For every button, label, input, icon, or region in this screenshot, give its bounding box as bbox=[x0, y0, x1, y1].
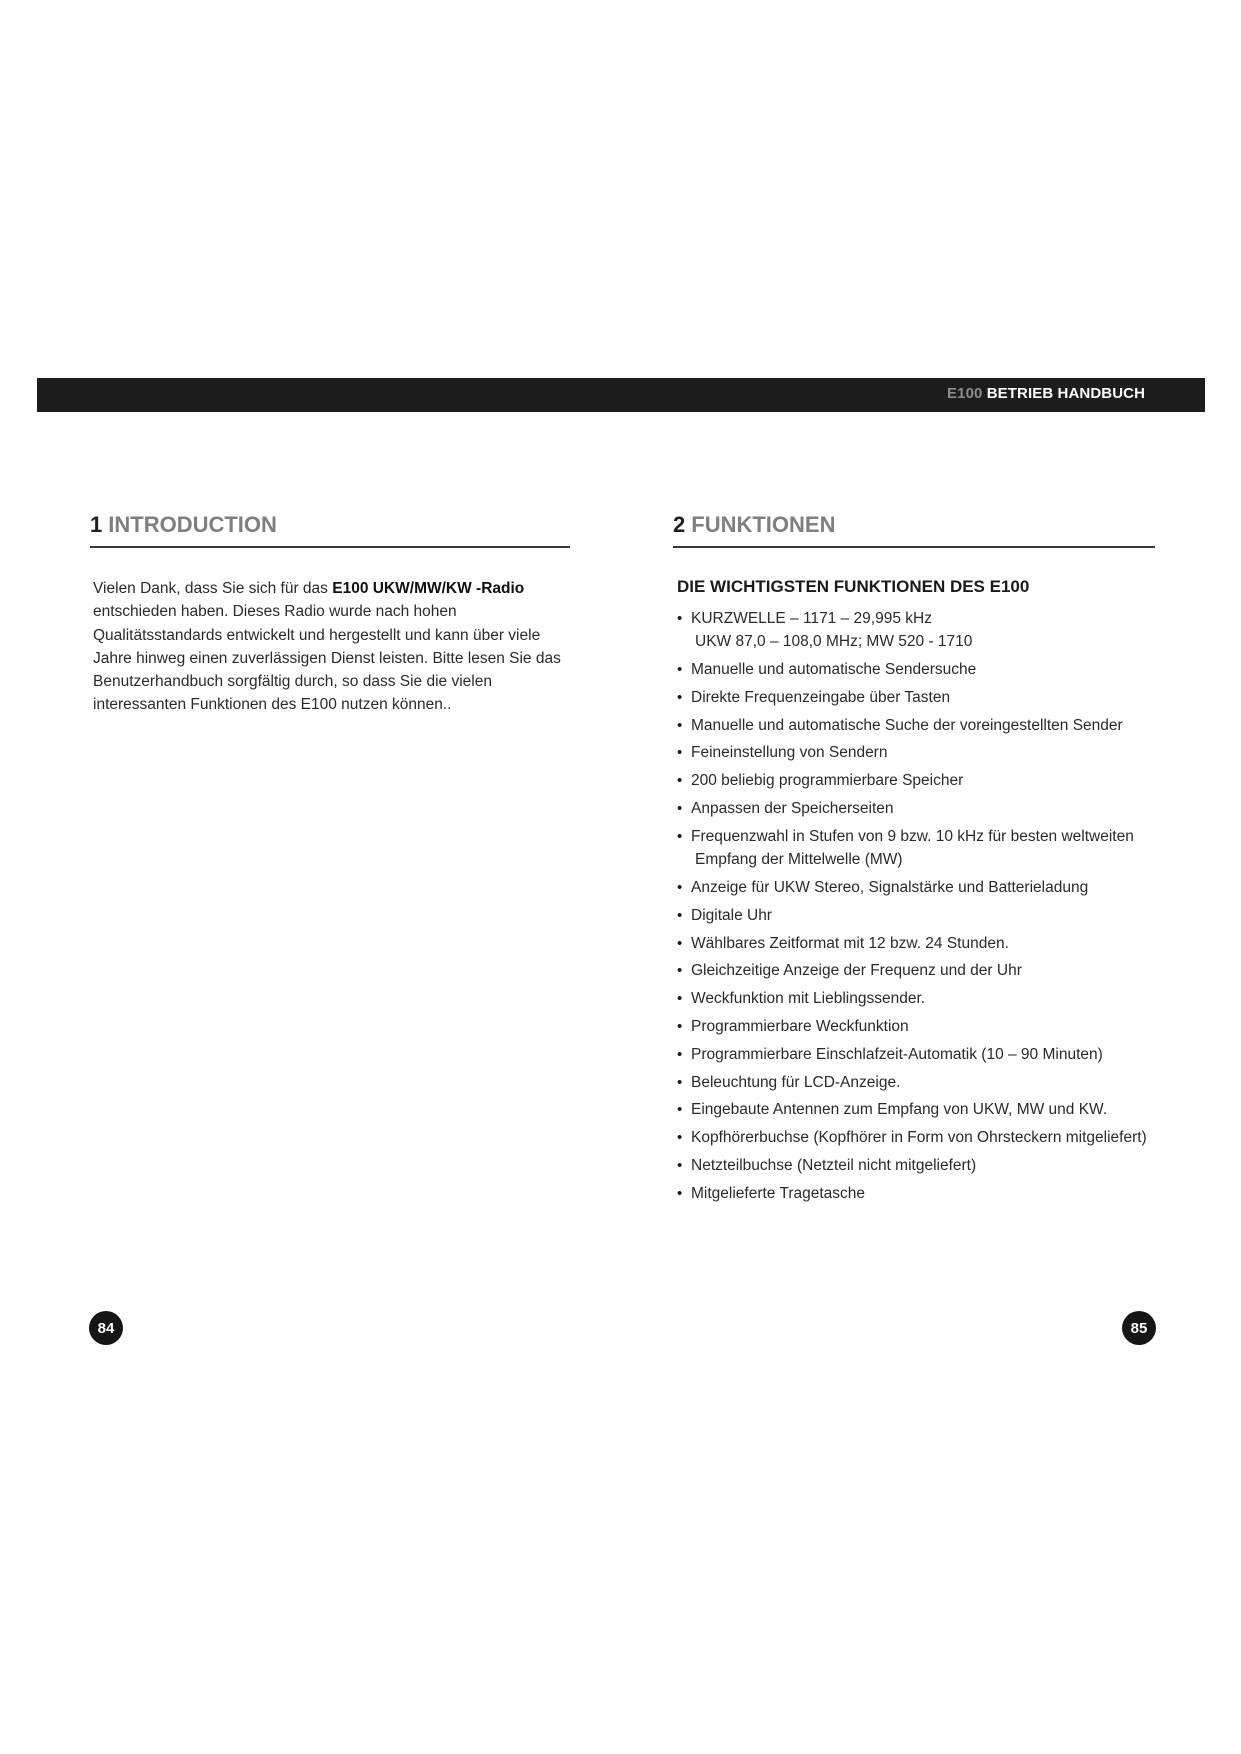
intro-paragraph bbox=[93, 577, 568, 717]
feature-item bbox=[677, 658, 1157, 681]
feature-item bbox=[677, 1098, 1157, 1121]
bullet-icon: • bbox=[677, 962, 683, 980]
feature-item bbox=[677, 1071, 1157, 1094]
feature-text: Eingebaute Antennen zum Empfang von UKW, MW und KW. bbox=[691, 1101, 1108, 1119]
feature-text: Gleichzeitige Anzeige der Frequenz und der Uhr bbox=[691, 962, 1022, 980]
feature-item bbox=[677, 876, 1157, 899]
feature-text: Weckfunktion mit Lieblingssender. bbox=[691, 990, 926, 1008]
feature-text: Digitale Uhr bbox=[691, 906, 772, 924]
feature-text: Frequenzwahl in Stufen von 9 bzw. 10 kHz für besten weltweiten bbox=[691, 827, 1134, 845]
header-bar bbox=[37, 378, 1205, 412]
page-number-left: 84 bbox=[89, 1311, 123, 1345]
feature-item bbox=[677, 825, 1157, 872]
feature-item bbox=[677, 1126, 1157, 1149]
bullet-icon: • bbox=[677, 827, 683, 845]
section-number: 2 bbox=[673, 512, 686, 537]
feature-item bbox=[677, 932, 1157, 955]
bullet-icon: • bbox=[677, 772, 683, 790]
bullet-icon: • bbox=[677, 1184, 683, 1202]
feature-text: Netzteilbuchse (Netzteil nicht mitgeliefert) bbox=[691, 1156, 977, 1174]
feature-item bbox=[677, 1043, 1157, 1066]
feature-list bbox=[677, 607, 1157, 1205]
feature-text: Programmierbare Einschlafzeit-Automatik (10 – 90 Minuten) bbox=[691, 1045, 1103, 1063]
bullet-icon: • bbox=[677, 688, 683, 706]
feature-text: Mitgelieferte Tragetasche bbox=[691, 1184, 866, 1202]
bullet-icon: • bbox=[677, 716, 683, 734]
feature-text: KURZWELLE – 1171 – 29,995 kHz bbox=[691, 610, 932, 627]
feature-text: Programmierbare Weckfunktion bbox=[691, 1017, 909, 1035]
feature-item bbox=[677, 1154, 1157, 1177]
intro-prefix: Vielen Dank, dass Sie sich für das bbox=[93, 580, 333, 597]
feature-text: Beleuchtung für LCD-Anzeige. bbox=[691, 1073, 901, 1091]
left-column bbox=[90, 512, 570, 717]
bullet-icon: • bbox=[677, 934, 683, 952]
intro-product-name: E100 UKW/MW/KW -Radio bbox=[332, 580, 525, 597]
section-title: FUNKTIONEN bbox=[691, 512, 836, 537]
header-title bbox=[947, 385, 1145, 402]
feature-text: Direkte Frequenzeingabe über Tasten bbox=[691, 688, 951, 706]
bullet-icon: • bbox=[677, 1156, 683, 1174]
bullet-icon: • bbox=[677, 800, 683, 818]
features-subheading: DIE WICHTIGSTEN FUNKTIONEN DES E100 bbox=[677, 577, 1030, 596]
feature-item bbox=[677, 741, 1157, 764]
feature-text: Kopfhörerbuchse (Kopfhörer in Form von Ohrsteckern mitgeliefert) bbox=[691, 1129, 1147, 1147]
bullet-icon: • bbox=[677, 610, 683, 627]
bullet-icon: • bbox=[677, 1017, 683, 1035]
feature-text: Anzeige für UKW Stereo, Signalstärke und Batterieladung bbox=[691, 878, 1089, 896]
right-column bbox=[673, 512, 1155, 1210]
feature-item bbox=[677, 607, 1157, 654]
intro-rest: entschieden haben. Dieses Radio wurde nach hohen Qualitätsstandards entwickelt und hergestellt und kann über viele Jahre hinweg einen zuverlässigen Dienst leisten. Bitte lesen Sie das Benutzerhandbuch sorgfältig durch, so dass Sie die vielen interessanten Funktionen des E100 nutzen können.. bbox=[93, 603, 561, 714]
header-model: E100 bbox=[947, 385, 983, 402]
feature-item bbox=[677, 686, 1157, 709]
bullet-icon: • bbox=[677, 990, 683, 1008]
feature-text: 200 beliebig programmierbare Speicher bbox=[691, 772, 964, 790]
bullet-icon: • bbox=[677, 744, 683, 762]
feature-item bbox=[677, 904, 1157, 927]
bullet-icon: • bbox=[677, 1101, 683, 1119]
bullet-icon: • bbox=[677, 1045, 683, 1063]
feature-item bbox=[677, 987, 1157, 1010]
feature-text: Wählbares Zeitformat mit 12 bzw. 24 Stunden. bbox=[691, 934, 1009, 952]
bullet-icon: • bbox=[677, 1129, 683, 1147]
feature-text: Manuelle und automatische Sendersuche bbox=[691, 661, 977, 679]
feature-text-continued: UKW 87,0 – 108,0 MHz; MW 520 - 1710 bbox=[695, 633, 973, 651]
feature-item bbox=[677, 769, 1157, 792]
section-heading-introduction bbox=[90, 512, 570, 548]
section-title: INTRODUCTION bbox=[108, 512, 277, 537]
feature-text: Manuelle und automatische Suche der voreingestellten Sender bbox=[691, 716, 1123, 734]
feature-item bbox=[677, 1182, 1157, 1205]
page-number-right: 85 bbox=[1122, 1311, 1156, 1345]
feature-item bbox=[677, 797, 1157, 820]
feature-text: Anpassen der Speicherseiten bbox=[691, 800, 894, 818]
feature-text: Feineinstellung von Sendern bbox=[691, 744, 888, 762]
feature-text-continued: Empfang der Mittelwelle (MW) bbox=[695, 851, 903, 869]
feature-item bbox=[677, 1015, 1157, 1038]
header-manual-title: BETRIEB HANDBUCH bbox=[986, 385, 1145, 402]
bullet-icon: • bbox=[677, 906, 683, 924]
bullet-icon: • bbox=[677, 1073, 683, 1091]
section-number: 1 bbox=[90, 512, 103, 537]
feature-item bbox=[677, 959, 1157, 982]
bullet-icon: • bbox=[677, 878, 683, 896]
bullet-icon: • bbox=[677, 661, 683, 679]
feature-item bbox=[677, 714, 1157, 737]
section-heading-funktionen bbox=[673, 512, 1155, 548]
